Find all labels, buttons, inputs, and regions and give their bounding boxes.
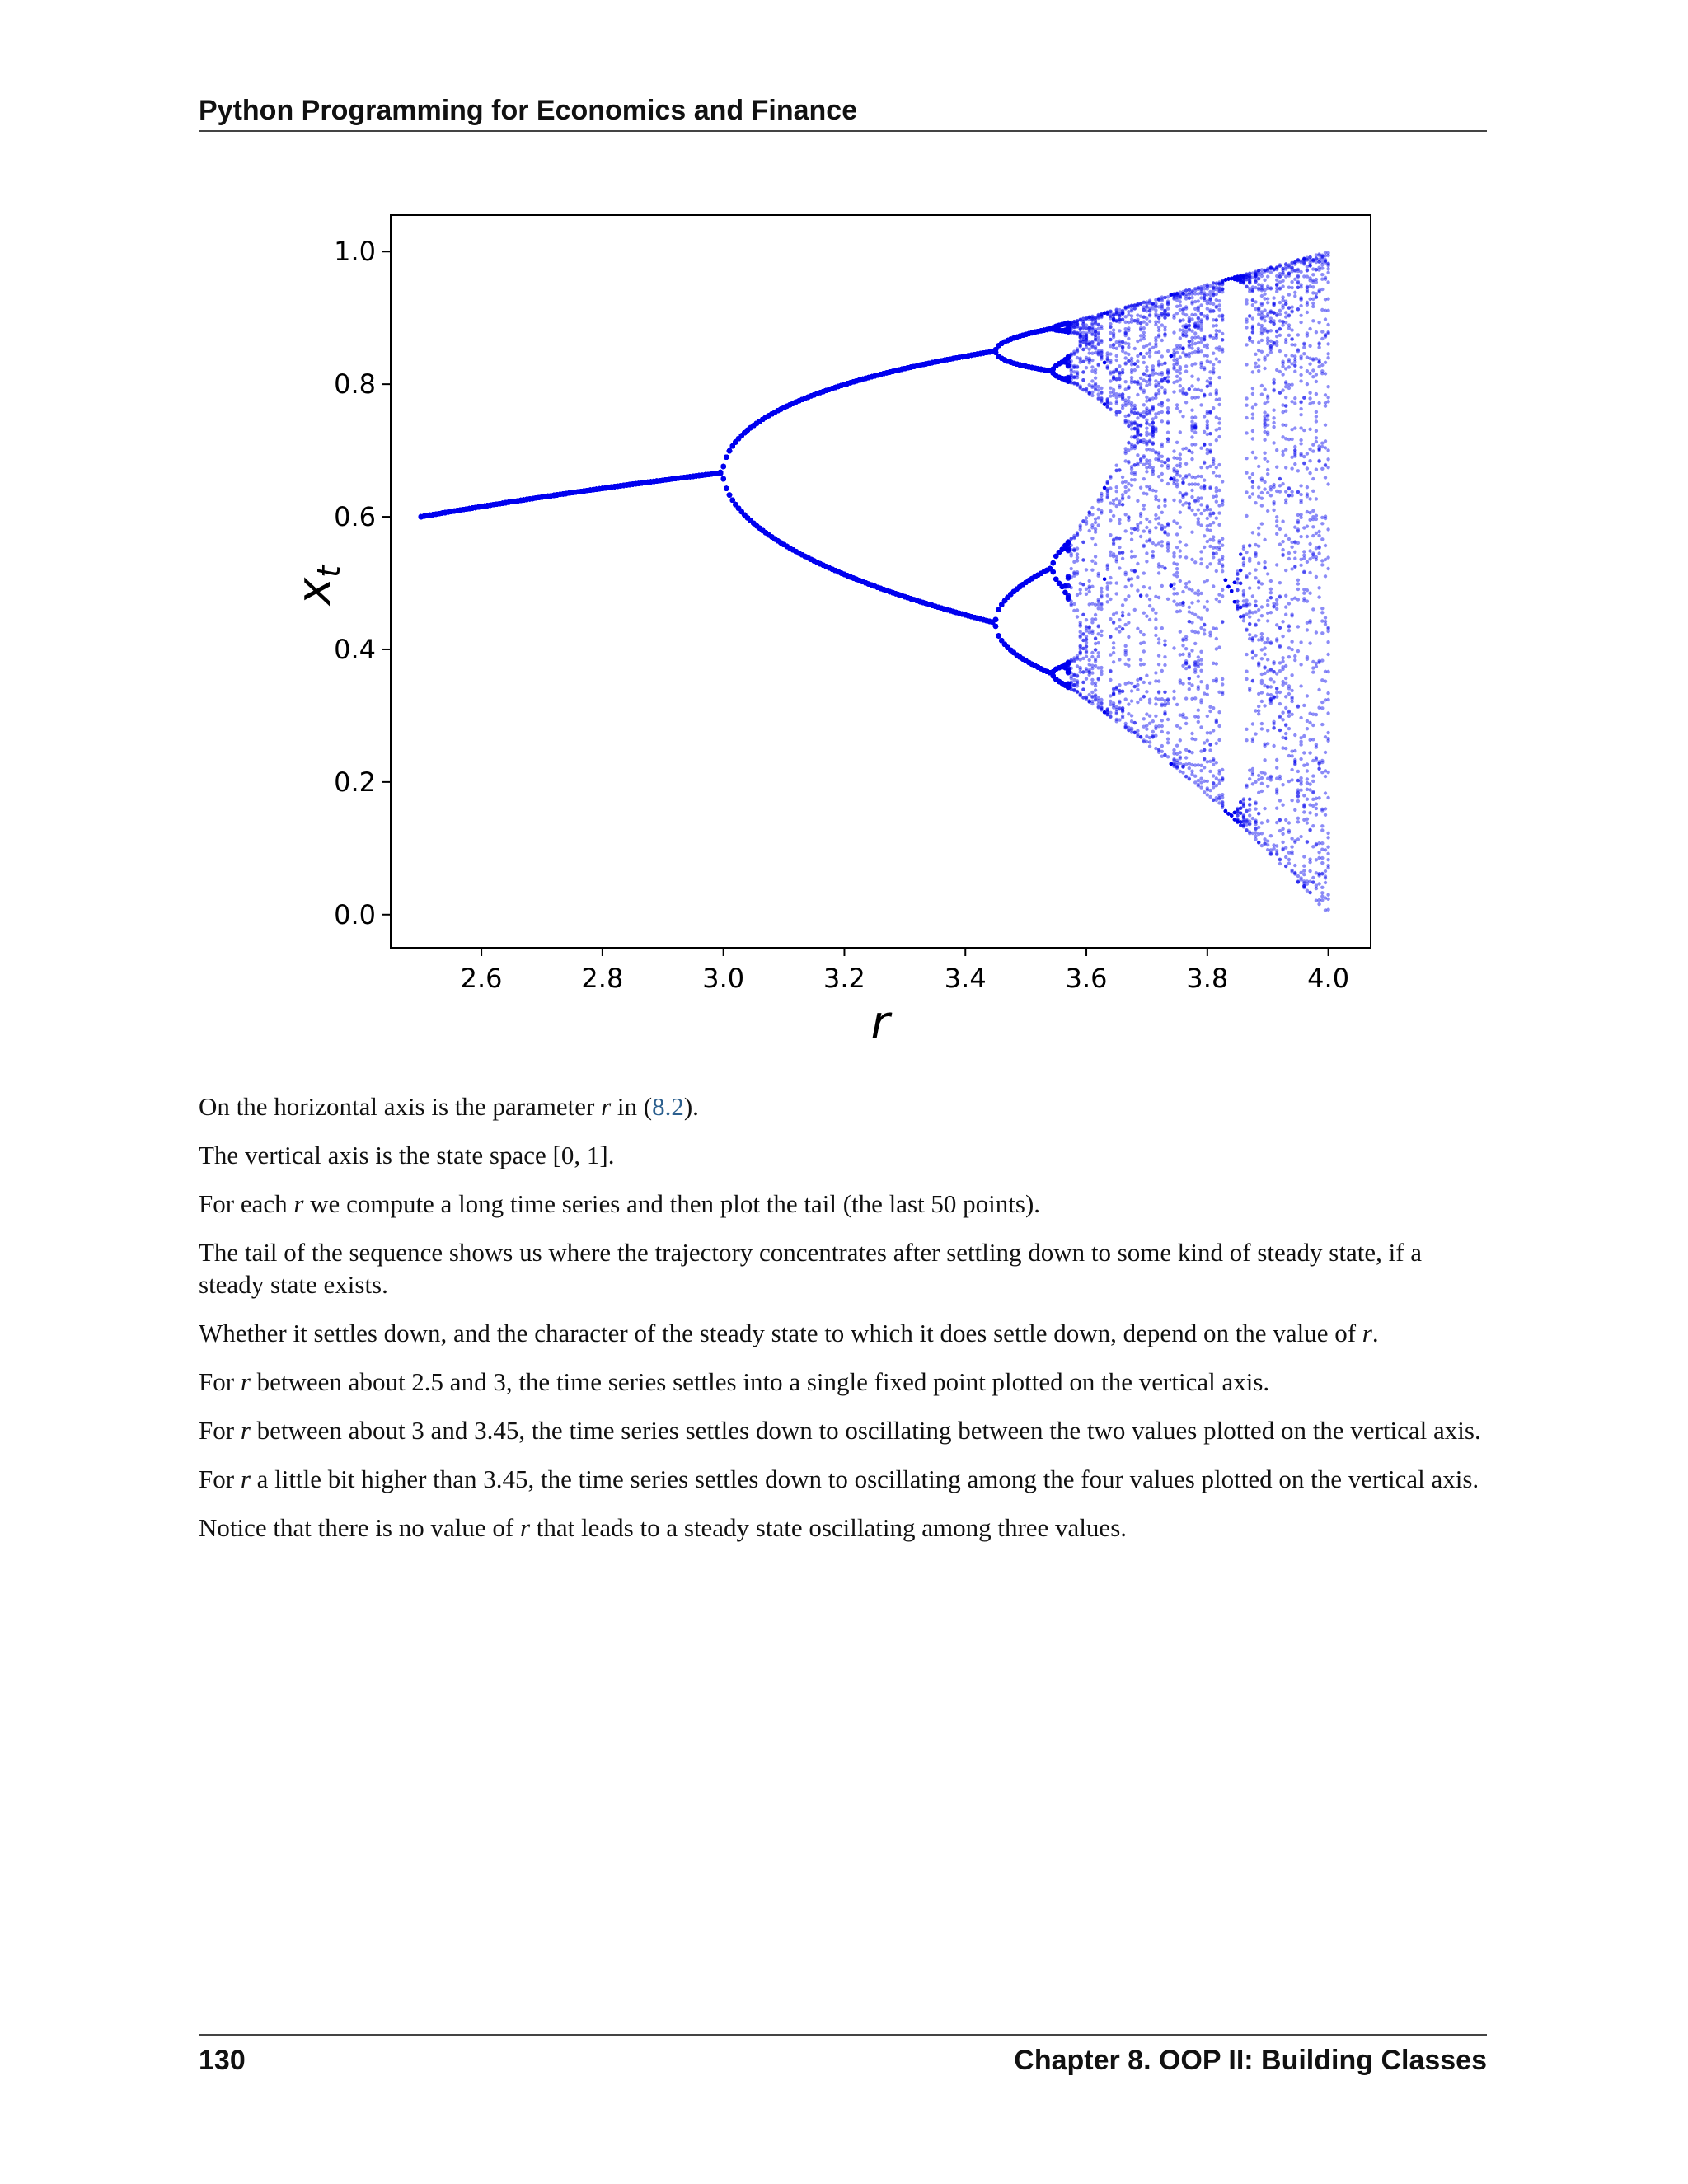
header-rule — [199, 130, 1487, 132]
bifurcation-figure — [264, 198, 1418, 1071]
running-header: Python Programming for Economics and Finance — [199, 95, 858, 126]
bifurcation-chart — [264, 198, 1418, 1071]
chart-marks — [419, 251, 1330, 912]
